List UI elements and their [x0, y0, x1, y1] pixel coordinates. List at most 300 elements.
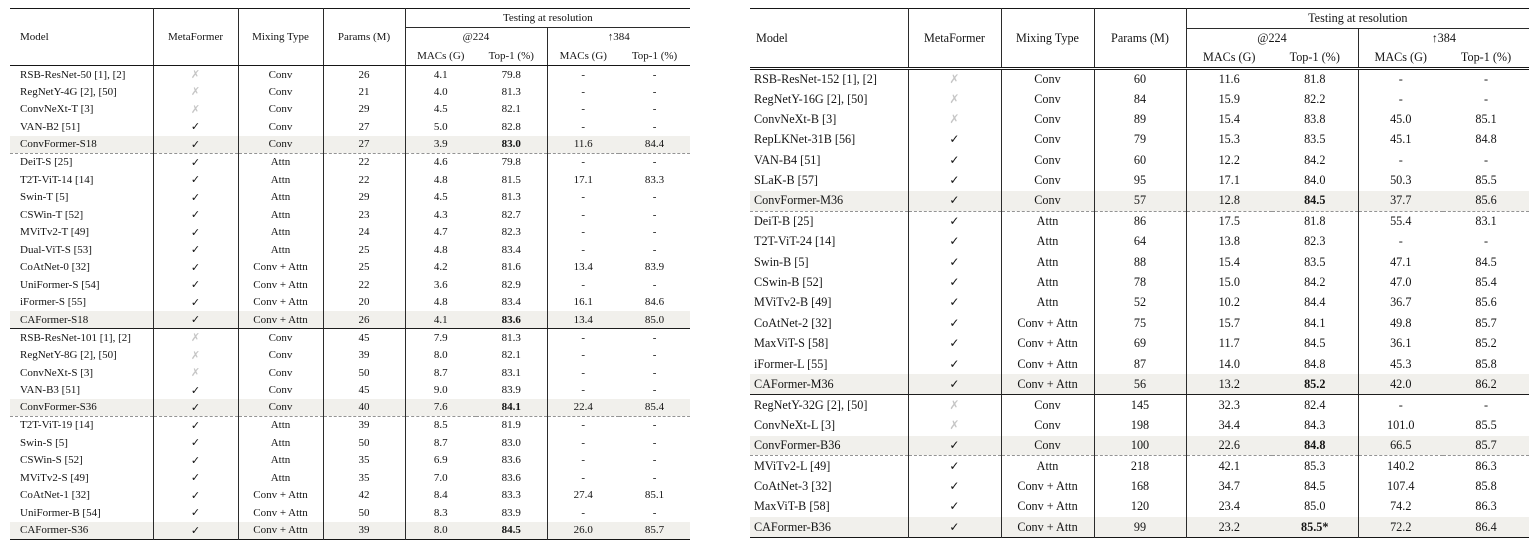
table-row	[10, 276, 690, 294]
column-header-macs-384: MACs (G)	[547, 47, 619, 66]
macs-224-cell: 17.1	[1218, 173, 1240, 188]
mixing-type-cell: Conv + Attn	[1001, 313, 1094, 333]
check-icon: ✓	[908, 170, 1001, 190]
macs-384-cell: 27.4	[573, 489, 593, 502]
check-icon: ✓	[153, 259, 238, 277]
cross-icon: ✗	[153, 101, 238, 119]
mixing-type-cell: Attn	[238, 223, 323, 241]
model-cell: Swin-T [5]	[10, 188, 153, 206]
top1-384-cell: -	[1483, 397, 1489, 412]
mixing-type-cell: Conv	[1001, 109, 1094, 129]
top1-224-cell: 84.5	[1272, 334, 1358, 354]
top1-224-cell: 83.1	[476, 364, 547, 382]
model-cell: ConvNeXt-S [3]	[10, 364, 153, 382]
macs-224-cell: 15.7	[1218, 315, 1240, 330]
macs-224-cell: 4.5	[433, 191, 448, 204]
model-cell: iFormer-S [55]	[10, 294, 153, 312]
top1-384-cell: -	[652, 436, 657, 449]
model-cell: RegNetY-8G [2], [50]	[10, 346, 153, 364]
top1-384-cell: 83.9	[644, 261, 665, 274]
top1-384-cell: -	[652, 454, 657, 467]
top1-384-cell: 85.2	[1475, 336, 1497, 351]
cross-icon: ✗	[153, 364, 238, 382]
mixing-type-cell: Conv + Attn	[1001, 497, 1094, 517]
top1-224-cell: 84.1	[1272, 313, 1358, 333]
top1-224-cell: 85.5*	[1272, 517, 1358, 537]
model-cell: UniFormer-S [54]	[10, 276, 153, 294]
macs-224-cell: 10.2	[1218, 295, 1240, 310]
model-cell: ConvFormer-S18	[10, 136, 153, 154]
model-cell: CoAtNet-1 [32]	[10, 487, 153, 505]
macs-224-cell: 13.2	[1186, 374, 1272, 394]
mixing-type-cell: Conv + Attn	[238, 294, 323, 312]
macs-224-cell: 23.4	[1218, 499, 1240, 514]
params-cell: 69	[1094, 334, 1186, 354]
macs-224-cell: 15.3	[1218, 132, 1240, 147]
model-cell: CSWin-S [52]	[10, 452, 153, 470]
top1-224-cell: 82.1	[476, 101, 547, 119]
macs-224-cell: 8.5	[433, 419, 448, 432]
mixing-type-cell: Conv	[238, 329, 323, 347]
model-cell: Dual-ViT-S [53]	[10, 241, 153, 259]
top1-384-cell: 85.8	[1475, 479, 1497, 493]
params-cell: 99	[1094, 517, 1186, 537]
top1-224-cell: 84.5	[1272, 476, 1358, 496]
cross-icon: ✗	[908, 89, 1001, 109]
top1-224-cell: 81.3	[476, 188, 547, 206]
column-header-macs-224: MACs (G)	[405, 47, 476, 66]
macs-224-cell: 4.1	[405, 311, 476, 329]
check-icon: ✓	[153, 153, 238, 171]
top1-384-cell: -	[652, 384, 657, 397]
table-row	[750, 334, 1529, 354]
macs-224-cell: 15.4	[1218, 254, 1240, 269]
model-cell: MViTv2-T [49]	[10, 223, 153, 241]
macs-224-cell: 15.0	[1218, 275, 1240, 290]
table-row	[750, 374, 1529, 394]
macs-384-cell: 74.2	[1390, 499, 1412, 514]
top1-224-cell: 83.0	[476, 136, 547, 154]
params-cell: 39	[323, 346, 405, 364]
model-comparison-table-small	[10, 8, 690, 540]
check-icon: ✓	[908, 130, 1001, 150]
top1-384-cell: -	[652, 366, 657, 379]
model-cell: Swin-S [5]	[10, 434, 153, 452]
params-cell: 25	[323, 259, 405, 277]
model-cell: Swin-B [5]	[750, 252, 908, 272]
top1-384-cell: -	[1483, 152, 1489, 167]
macs-384-cell: 45.3	[1390, 356, 1412, 371]
params-cell: 75	[1094, 313, 1186, 333]
macs-224-cell: 4.0	[433, 85, 448, 98]
model-cell: DeiT-S [25]	[10, 153, 153, 171]
macs-384-cell: -	[581, 85, 586, 98]
table-row	[750, 354, 1529, 374]
table-header	[750, 9, 1529, 69]
table-row	[750, 170, 1529, 190]
top1-224-cell: 83.9	[476, 504, 547, 522]
mixing-type-cell: Conv + Attn	[238, 522, 323, 540]
check-icon: ✓	[908, 517, 1001, 537]
check-icon: ✓	[908, 293, 1001, 313]
table-row	[10, 136, 690, 154]
table-row	[750, 109, 1529, 129]
macs-224-cell: 15.4	[1218, 111, 1240, 126]
mixing-type-cell: Conv	[238, 66, 323, 84]
top1-384-cell: -	[652, 506, 657, 519]
column-header-params: Params (M)	[1094, 9, 1186, 69]
table-row	[10, 101, 690, 119]
top1-224-cell: 79.8	[476, 66, 547, 84]
params-cell: 40	[323, 399, 405, 417]
mixing-type-cell: Attn	[1001, 456, 1094, 476]
cross-icon: ✗	[153, 66, 238, 84]
mixing-type-cell: Attn	[238, 188, 323, 206]
macs-384-cell: -	[581, 226, 586, 239]
model-cell: VAN-B3 [51]	[10, 381, 153, 399]
top1-224-cell: 83.6	[476, 469, 547, 487]
top1-224-cell: 81.3	[476, 83, 547, 101]
top1-384-cell: -	[652, 243, 657, 256]
mixing-type-cell: Conv	[1001, 191, 1094, 211]
params-cell: 25	[323, 241, 405, 259]
mixing-type-cell: Conv	[1001, 436, 1094, 456]
column-header-params: Params (M)	[323, 9, 405, 66]
macs-224-cell: 8.0	[405, 522, 476, 540]
model-cell: RSB-ResNet-101 [1], [2]	[10, 329, 153, 347]
table-row	[750, 69, 1529, 89]
top1-224-cell: 84.5	[476, 522, 547, 540]
params-cell: 168	[1094, 476, 1186, 496]
column-header-metaformer: MetaFormer	[908, 9, 1001, 69]
top1-224-cell: 82.7	[476, 206, 547, 224]
macs-224-cell: 11.7	[1218, 336, 1240, 351]
check-icon: ✓	[153, 522, 238, 540]
cross-icon: ✗	[153, 83, 238, 101]
table-row	[750, 211, 1529, 231]
check-icon: ✓	[153, 469, 238, 487]
top1-224-cell: 81.9	[476, 416, 547, 434]
macs-224-cell: 34.7	[1218, 479, 1240, 493]
macs-384-cell: -	[581, 156, 586, 169]
column-header-macs-224: MACs (G)	[1186, 49, 1272, 69]
top1-384-cell: 86.2	[1443, 374, 1529, 394]
macs-384-cell: -	[1398, 234, 1403, 249]
check-icon: ✓	[153, 294, 238, 312]
top1-224-cell: 84.2	[1272, 150, 1358, 170]
mixing-type-cell: Conv + Attn	[238, 504, 323, 522]
table-row	[10, 452, 690, 470]
top1-224-cell: 81.3	[476, 329, 547, 347]
top1-224-cell: 85.2	[1272, 374, 1358, 394]
params-cell: 78	[1094, 272, 1186, 292]
mixing-type-cell: Conv	[238, 381, 323, 399]
model-cell: DeiT-B [25]	[750, 211, 908, 231]
top1-384-cell: -	[652, 156, 657, 169]
mixing-type-cell: Attn	[1001, 232, 1094, 252]
params-cell: 86	[1094, 211, 1186, 231]
macs-384-cell: 36.1	[1390, 336, 1412, 351]
table-row	[750, 191, 1529, 211]
mixing-type-cell: Conv + Attn	[1001, 354, 1094, 374]
column-header-metaformer: MetaFormer	[153, 9, 238, 66]
model-cell: UniFormer-B [54]	[10, 504, 153, 522]
macs-224-cell: 34.4	[1218, 417, 1240, 432]
params-cell: 20	[323, 294, 405, 312]
check-icon: ✓	[908, 272, 1001, 292]
cross-icon: ✗	[153, 329, 238, 347]
mixing-type-cell: Attn	[238, 469, 323, 487]
model-cell: MaxViT-S [58]	[750, 334, 908, 354]
mixing-type-cell: Conv	[1001, 69, 1094, 89]
model-cell: VAN-B4 [51]	[750, 150, 908, 170]
mixing-type-cell: Conv + Attn	[238, 276, 323, 294]
table-row	[750, 395, 1529, 415]
macs-384-cell: 22.4	[547, 399, 619, 417]
table-row	[750, 232, 1529, 252]
top1-224-cell: 83.5	[1272, 130, 1358, 150]
cross-icon: ✗	[908, 109, 1001, 129]
table-row	[10, 171, 690, 189]
model-cell: VAN-B2 [51]	[10, 118, 153, 136]
params-cell: 95	[1094, 170, 1186, 190]
macs-224-cell: 13.8	[1218, 234, 1240, 249]
model-cell: RegNetY-32G [2], [50]	[750, 395, 908, 415]
top1-224-cell: 84.8	[1272, 354, 1358, 374]
params-cell: 26	[323, 311, 405, 329]
params-cell: 218	[1094, 456, 1186, 476]
macs-224-cell: 7.0	[433, 471, 448, 484]
table-row	[10, 311, 690, 329]
mixing-type-cell: Conv + Attn	[238, 311, 323, 329]
check-icon: ✓	[908, 497, 1001, 517]
model-cell: T2T-ViT-14 [14]	[10, 171, 153, 189]
top1-384-cell: 86.4	[1443, 517, 1529, 537]
mixing-type-cell: Conv + Attn	[238, 259, 323, 277]
model-cell: ConvFormer-B36	[750, 436, 908, 456]
top1-224-cell: 84.2	[1272, 272, 1358, 292]
top1-224-cell: 83.6	[476, 452, 547, 470]
top1-384-cell: 85.0	[619, 311, 690, 329]
mixing-type-cell: Conv	[238, 364, 323, 382]
model-cell: CoAtNet-2 [32]	[750, 313, 908, 333]
macs-384-cell: -	[581, 506, 586, 519]
top1-224-cell: 82.1	[476, 346, 547, 364]
macs-384-cell: -	[1398, 71, 1403, 86]
macs-384-cell: -	[581, 331, 586, 344]
top1-224-cell: 84.8	[1272, 436, 1358, 456]
params-cell: 50	[323, 364, 405, 382]
check-icon: ✓	[908, 354, 1001, 374]
top1-384-cell: 85.1	[1475, 111, 1497, 126]
check-icon: ✓	[153, 487, 238, 505]
table-row	[750, 150, 1529, 170]
top1-384-cell: 85.7	[619, 522, 690, 540]
macs-224-cell: 4.3	[433, 208, 448, 221]
macs-224-cell: 4.6	[433, 156, 448, 169]
macs-224-cell: 15.9	[1218, 91, 1240, 106]
table-row	[750, 476, 1529, 496]
check-icon: ✓	[153, 381, 238, 399]
params-cell: 39	[323, 522, 405, 540]
top1-224-cell: 85.0	[1272, 497, 1358, 517]
params-cell: 60	[1094, 150, 1186, 170]
top1-384-cell: 85.7	[1443, 436, 1529, 456]
macs-384-cell: -	[1398, 397, 1403, 412]
mixing-type-cell: Conv	[238, 346, 323, 364]
macs-384-cell: 49.8	[1390, 315, 1412, 330]
table-row	[750, 89, 1529, 109]
model-cell: MaxViT-B [58]	[750, 497, 908, 517]
check-icon: ✓	[153, 416, 238, 434]
check-icon: ✓	[153, 399, 238, 417]
top1-384-cell: -	[652, 349, 657, 362]
top1-224-cell: 83.8	[1272, 109, 1358, 129]
model-cell: RSB-ResNet-152 [1], [2]	[750, 69, 908, 89]
params-cell: 145	[1094, 395, 1186, 415]
macs-224-cell: 4.2	[433, 261, 448, 274]
macs-384-cell: -	[581, 103, 586, 116]
top1-224-cell: 83.6	[476, 311, 547, 329]
column-header-res384: ↑384	[1431, 31, 1456, 46]
model-cell: RegNetY-4G [2], [50]	[10, 83, 153, 101]
params-cell: 100	[1094, 436, 1186, 456]
check-icon: ✓	[908, 191, 1001, 211]
top1-384-cell: 84.5	[1475, 254, 1497, 269]
macs-384-cell: -	[581, 120, 586, 133]
mixing-type-cell: Attn	[1001, 211, 1094, 231]
macs-384-cell: -	[581, 384, 586, 397]
mixing-type-cell: Conv + Attn	[1001, 334, 1094, 354]
macs-224-cell: 4.8	[433, 173, 448, 186]
top1-384-cell: -	[652, 120, 657, 133]
top1-384-cell: -	[652, 85, 657, 98]
top1-384-cell: 86.3	[1475, 458, 1497, 473]
params-cell: 87	[1094, 354, 1186, 374]
macs-384-cell: 13.4	[547, 311, 619, 329]
mixing-type-cell: Conv + Attn	[1001, 517, 1094, 537]
macs-224-cell: 14.0	[1218, 356, 1240, 371]
model-cell: CoAtNet-0 [32]	[10, 259, 153, 277]
model-cell: T2T-ViT-19 [14]	[10, 416, 153, 434]
table-row	[750, 130, 1529, 150]
table-row	[10, 487, 690, 505]
params-cell: 60	[1094, 69, 1186, 89]
column-header-macs-384: MACs (G)	[1358, 49, 1443, 69]
top1-224-cell: 81.8	[1272, 69, 1358, 89]
table-header	[10, 9, 690, 66]
mixing-type-cell: Attn	[238, 206, 323, 224]
top1-224-cell: 84.0	[1272, 170, 1358, 190]
params-cell: 22	[323, 171, 405, 189]
macs-224-cell: 12.8	[1186, 191, 1272, 211]
params-cell: 35	[323, 452, 405, 470]
table-row	[750, 293, 1529, 313]
macs-224-cell: 11.6	[1218, 71, 1240, 86]
check-icon: ✓	[908, 436, 1001, 456]
macs-384-cell: 50.3	[1390, 173, 1412, 188]
table-row	[750, 497, 1529, 517]
params-cell: 50	[323, 504, 405, 522]
macs-384-cell: -	[581, 366, 586, 379]
mixing-type-cell: Attn	[1001, 252, 1094, 272]
macs-224-cell: 8.4	[433, 489, 448, 502]
model-comparison-table-large	[750, 8, 1529, 538]
table-row	[10, 259, 690, 277]
check-icon: ✓	[153, 241, 238, 259]
model-cell: T2T-ViT-24 [14]	[750, 232, 908, 252]
top1-384-cell: 85.6	[1475, 295, 1497, 310]
macs-224-cell: 4.8	[433, 243, 448, 256]
macs-384-cell: 42.0	[1358, 374, 1443, 394]
model-cell: iFormer-L [55]	[750, 354, 908, 374]
macs-384-cell: 17.1	[573, 173, 593, 186]
table-row	[10, 223, 690, 241]
table-row	[10, 188, 690, 206]
model-cell: ConvNeXt-L [3]	[750, 415, 908, 435]
params-cell: 64	[1094, 232, 1186, 252]
top1-384-cell: 84.8	[1475, 132, 1497, 147]
model-cell: MViTv2-L [49]	[750, 456, 908, 476]
column-header-model: Model	[750, 9, 908, 69]
top1-224-cell: 84.5	[1272, 191, 1358, 211]
top1-384-cell: -	[652, 226, 657, 239]
table-row	[10, 346, 690, 364]
check-icon: ✓	[908, 252, 1001, 272]
table-body	[10, 66, 690, 540]
mixing-type-cell: Attn	[238, 434, 323, 452]
column-header-res224: @224	[1186, 29, 1358, 49]
check-icon: ✓	[908, 150, 1001, 170]
macs-224-cell: 22.6	[1186, 436, 1272, 456]
check-icon: ✓	[153, 118, 238, 136]
params-cell: 24	[323, 223, 405, 241]
macs-224-cell: 8.3	[433, 506, 448, 519]
table-body	[750, 69, 1529, 538]
table-row	[750, 252, 1529, 272]
top1-224-cell: 82.8	[476, 118, 547, 136]
params-cell: 27	[323, 118, 405, 136]
column-header-testing: Testing at resolution	[405, 9, 690, 28]
model-cell: MViTv2-S [49]	[10, 469, 153, 487]
table-row	[750, 456, 1529, 476]
top1-384-cell: -	[652, 103, 657, 116]
top1-384-cell: -	[652, 278, 657, 291]
column-header-mixing-type: Mixing Type	[238, 9, 323, 66]
macs-384-cell: 36.7	[1390, 295, 1412, 310]
model-cell: ConvFormer-M36	[750, 191, 908, 211]
params-cell: 198	[1094, 415, 1186, 435]
check-icon: ✓	[908, 476, 1001, 496]
mixing-type-cell: Attn	[1001, 272, 1094, 292]
mixing-type-cell: Conv	[238, 136, 323, 154]
model-cell: ConvFormer-S36	[10, 399, 153, 417]
macs-384-cell: 47.0	[1390, 275, 1412, 290]
macs-224-cell: 8.7	[433, 366, 448, 379]
macs-224-cell: 3.9	[405, 136, 476, 154]
model-cell: MViTv2-B [49]	[750, 293, 908, 313]
table-row	[10, 381, 690, 399]
params-cell: 29	[323, 188, 405, 206]
mixing-type-cell: Attn	[1001, 293, 1094, 313]
mixing-type-cell: Attn	[238, 416, 323, 434]
top1-224-cell: 84.3	[1272, 415, 1358, 435]
table-row	[750, 272, 1529, 292]
top1-384-cell: 83.1	[1475, 214, 1497, 229]
params-cell: 45	[323, 381, 405, 399]
table-row	[10, 206, 690, 224]
macs-224-cell: 9.0	[433, 384, 448, 397]
